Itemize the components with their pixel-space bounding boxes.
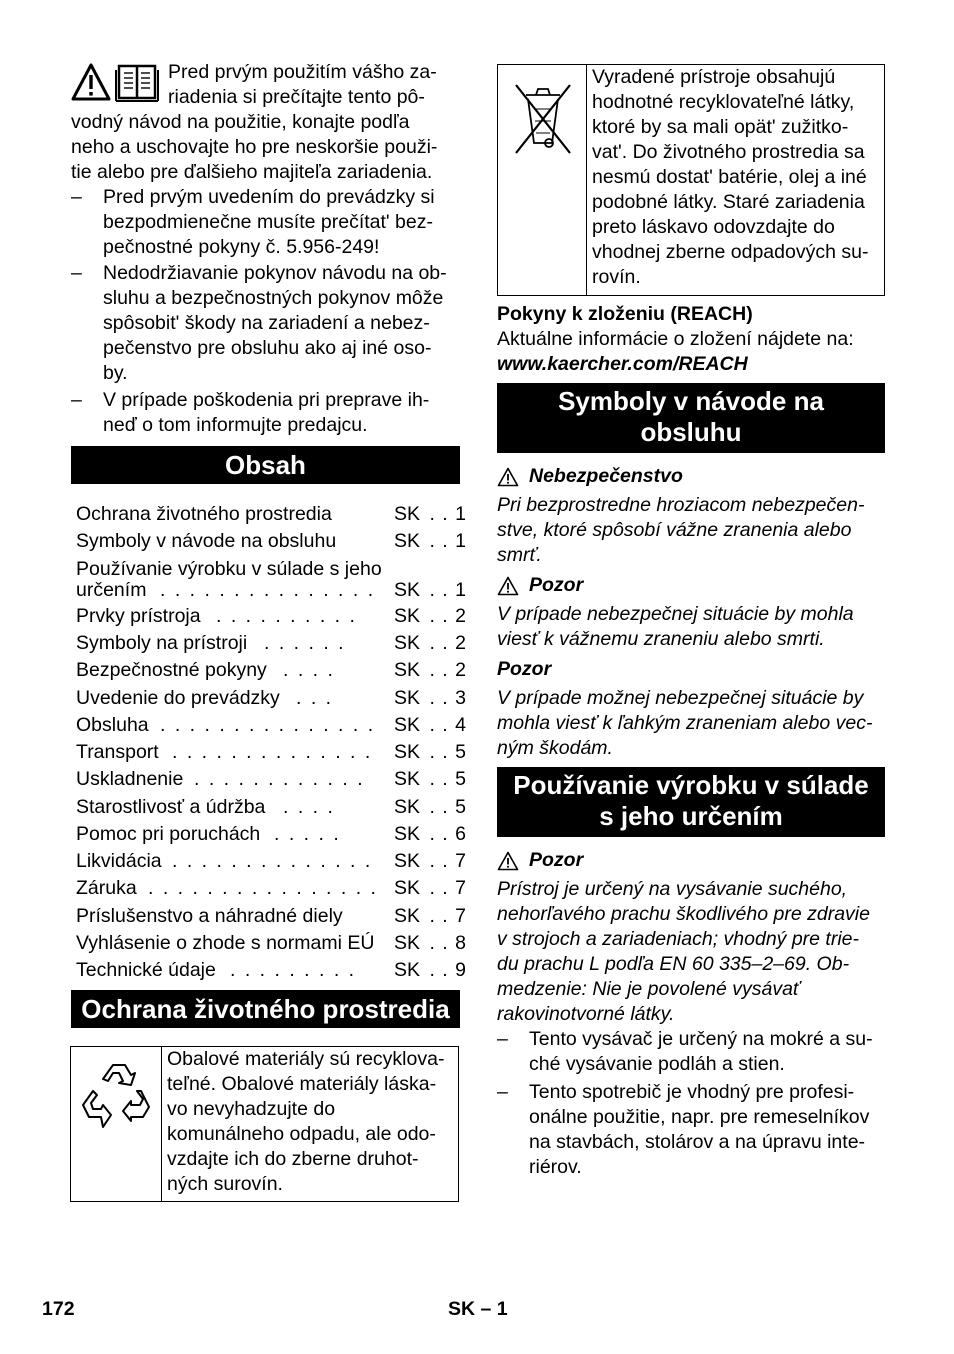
toc-entry-leader: . . . . . — [274, 823, 341, 845]
list-item-line: Nedodržiavanie pokynov návodu na ob- — [103, 262, 447, 284]
environment-text-line: teľné. Obalové materiály láska- — [167, 1073, 437, 1095]
environment-text-line: ných surovín. — [167, 1173, 283, 1195]
environment-text-line: vo nevyhadzujte do — [167, 1098, 336, 1120]
usage-heading — [497, 767, 885, 837]
caution-text-line: mohla viesť k ľahkým zraneniam alebo vec- — [497, 712, 873, 734]
toc-entry-page: . . 7 — [429, 877, 467, 899]
warning-triangle-icon — [497, 467, 519, 487]
usage-warning-label-text: Pozor — [529, 849, 584, 871]
toc-entry-title-continued: určením — [76, 579, 147, 601]
toc-entry-leader: . . . . . . . . . . . . — [194, 768, 365, 790]
list-item-line: sluhu a bezpečnostných pokynov môže — [103, 287, 444, 309]
intro-line: riadenia si prečítajte tento pô- — [168, 86, 425, 108]
toc-entry-leader: . . . . . . — [264, 632, 346, 654]
list-item-line: Pred prvým uvedením do prevádzky si — [103, 186, 435, 208]
toc-entry-title: Používanie výrobku v súlade s jeho — [76, 558, 382, 580]
toc-entry-lang: SK — [394, 659, 421, 681]
weee-text-line: hodnotné recyklovateľné látky, — [592, 91, 855, 113]
list-item-line: na stavbách, stolárov a na úpravu inte- — [529, 1131, 866, 1153]
weee-text-line: Vyradené prístroje obsahujú — [592, 66, 836, 88]
toc-entry-leader: . . . — [296, 687, 334, 709]
warning-label-text: Pozor — [529, 574, 584, 596]
warning-triangle-icon — [497, 851, 519, 871]
toc-entry-lang: SK — [394, 959, 421, 981]
toc-entry-lang: SK — [394, 632, 421, 654]
warning-text-line: viesť k vážnemu zraneniu alebo smrti. — [497, 628, 825, 650]
environment-text-line: Obalové materiály sú recyklova- — [167, 1048, 445, 1070]
weee-text-line: vat'. Do životného prostredia sa — [592, 141, 865, 163]
toc-entry-leader: . . . . . . . . . . — [216, 605, 357, 627]
toc-entry-title: Uskladnenie — [76, 768, 184, 790]
list-item-line: by. — [103, 362, 128, 384]
page-number: 172 — [42, 1298, 75, 1320]
toc-entry-leader: . . . . . . . . . . . . . . . . — [148, 877, 378, 899]
toc-entry-leader: . . . . — [283, 796, 335, 818]
toc-entry-lang: SK — [394, 714, 421, 736]
toc-entry[interactable] — [76, 631, 470, 657]
list-dash: – — [497, 1081, 508, 1103]
toc-entry-title: Likvidácia — [76, 850, 162, 872]
toc-entry-leader: . . . . . . . . . . . . . . . — [160, 714, 376, 736]
intro-line: neho a uschovajte ho pre neskoršie použi- — [71, 136, 438, 158]
toc-entry[interactable] — [76, 795, 470, 821]
toc-entry[interactable] — [76, 767, 470, 793]
toc-entry-lang: SK — [394, 503, 421, 525]
toc-entry-page: . . 7 — [429, 850, 467, 872]
section-page-label: SK – 1 — [448, 1298, 508, 1320]
toc-entry-leader: . . . . . . . . . . . . . . — [172, 850, 373, 872]
list-dash: – — [71, 186, 82, 208]
list-item-line: spôsobit' škody na zariadení a nebez- — [103, 312, 430, 334]
usage-heading-line: Používanie výrobku v súlade — [513, 770, 869, 800]
environment-text-line: vzdajte ich do zberne druhot- — [167, 1148, 419, 1170]
toc-entry-title: Ochrana životného prostredia — [76, 503, 332, 525]
toc-entry-lang: SK — [394, 768, 421, 790]
toc-entry-page: . . 4 — [429, 714, 467, 736]
toc-entry[interactable] — [76, 658, 470, 684]
toc-entry-page: . . 5 — [429, 768, 467, 790]
symbols-heading-line: Symboly v návode na — [558, 386, 824, 416]
environment-text-line: komunálneho odpadu, ale odo- — [167, 1123, 436, 1145]
toc-entry-page: . . 2 — [429, 605, 467, 627]
toc-entry[interactable] — [76, 931, 470, 957]
toc-entry-lang: SK — [394, 687, 421, 709]
toc-entry[interactable] — [76, 958, 470, 984]
caution-text-line: ným škodám. — [497, 737, 613, 759]
symbols-heading-line: obsluhu — [640, 417, 742, 447]
warning-triangle-icon — [497, 576, 519, 596]
list-item-line: onálne použitie, napr. pre remeselníkov — [529, 1106, 870, 1128]
toc-entry-title: Starostlivosť a údržba — [76, 796, 266, 818]
warning-triangle-icon — [71, 62, 111, 102]
toc-entry-title: Vyhlásenie o zhode s normami EÚ — [76, 932, 375, 954]
reach-heading: Pokyny k zloženiu (REACH) — [497, 303, 753, 325]
toc-entry-title: Symboly na prístroji — [76, 632, 248, 654]
toc-entry-title: Uvedenie do prevádzky — [76, 687, 280, 709]
crossed-bin-icon — [508, 77, 578, 161]
toc-entry-title: Technické údaje — [76, 959, 216, 981]
intro-icons — [71, 62, 159, 104]
toc-entry[interactable] — [76, 604, 470, 630]
toc-entry-lang: SK — [394, 605, 421, 627]
danger-text-line: smrť. — [497, 544, 542, 566]
weee-text-line: preto láskavo odovzdajte do — [592, 216, 835, 238]
caution-label: Pozor — [497, 658, 552, 680]
toc-entry-page: . . 5 — [429, 796, 467, 818]
weee-box — [497, 64, 885, 296]
toc-entry[interactable] — [76, 822, 470, 848]
toc-entry-page: . . 8 — [429, 932, 467, 954]
weee-text-line: nesmú dostat' batérie, olej a iné — [592, 166, 867, 188]
list-item-line: ché vysávanie podláh a stien. — [529, 1053, 785, 1075]
caution-text-line: V prípade možnej nebezpečnej situácie by — [497, 687, 864, 709]
toc-entry-page: . . 2 — [429, 659, 467, 681]
reach-text: Aktuálne informácie o zložení nájdete na: — [497, 328, 854, 350]
toc-entry-lang: SK — [394, 877, 421, 899]
toc-entry-title: Bezpečnostné pokyny — [76, 659, 267, 681]
toc-entry-lang: SK — [394, 932, 421, 954]
weee-text-line: ktoré by sa mali opät' zužitko- — [592, 116, 849, 138]
toc-entry-lang: SK — [394, 741, 421, 763]
list-item-line: Tento vysávač je určený na mokré a su- — [529, 1028, 873, 1050]
toc-entry-lang: SK — [394, 579, 421, 601]
toc-entry[interactable] — [76, 502, 470, 528]
toc-entry-page: . . 1 — [429, 579, 467, 601]
weee-text-line: rovín. — [592, 266, 641, 288]
toc-heading: Obsah — [71, 446, 460, 484]
toc-entry-page: . . 7 — [429, 905, 467, 927]
toc-entry-lang: SK — [394, 850, 421, 872]
toc-entry[interactable] — [76, 713, 470, 739]
toc-entry-page: . . 2 — [429, 632, 467, 654]
list-item-line: pečenstvo pre obsluhu ako aj iné oso- — [103, 337, 432, 359]
toc-entry-lang: SK — [394, 823, 421, 845]
toc-entry-page: . . 6 — [429, 823, 467, 845]
usage-text-line: rakovinotvorné látky. — [497, 1003, 675, 1025]
warning-text-line: V prípade nebezpečnej situácie by mohla — [497, 603, 854, 625]
symbols-heading — [497, 383, 885, 453]
reach-link[interactable]: www.kaercher.com/REACH — [497, 353, 748, 375]
toc-entry-title: Obsluha — [76, 714, 149, 736]
weee-text-line: podobné látky. Staré zariadenia — [592, 191, 865, 213]
list-item-line: riérov. — [529, 1156, 582, 1178]
usage-text-line: nehorľavého prachu škodlivého pre zdravie — [497, 903, 870, 925]
list-item-line: neď o tom informujte predajcu. — [103, 414, 368, 436]
list-dash: – — [497, 1028, 508, 1050]
toc-entry[interactable] — [76, 529, 470, 555]
manual-book-icon — [115, 62, 159, 102]
intro-line: Pred prvým použitím vášho za- — [168, 61, 437, 83]
toc-entry-title: Prvky prístroja — [76, 605, 201, 627]
toc-entry-leader: . . . . — [283, 659, 335, 681]
toc-entry-title: Transport — [76, 741, 159, 763]
toc-entry-title: Pomoc pri poruchách — [76, 823, 261, 845]
toc-entry-lang: SK — [394, 530, 421, 552]
toc-entry-title: Záruka — [76, 877, 137, 899]
danger-text-line: Pri bezprostredne hroziacom nebezpečen- — [497, 494, 865, 516]
intro-line: tie alebo pre ďalšieho majiteľa zariadenia. — [71, 161, 433, 183]
usage-text-line: du prachu L podľa EN 60 335–2–69. Ob- — [497, 953, 850, 975]
toc-entry-title: Príslušenstvo a náhradné diely — [76, 905, 343, 927]
toc-entry[interactable] — [76, 740, 470, 766]
danger-text-line: stve, ktoré spôsobí vážne zranenia alebo — [497, 519, 852, 541]
list-dash: – — [71, 262, 82, 284]
list-item-line: bezpodmienečne musíte prečítat' bez- — [103, 211, 433, 233]
list-item-line: Tento spotrebič je vhodný pre profesi- — [529, 1081, 855, 1103]
usage-text-line: medzenie: Nie je povolené vysávať — [497, 978, 800, 1000]
toc-entry-page: . . 1 — [429, 503, 467, 525]
toc-entry[interactable] — [76, 686, 470, 712]
usage-text-line: Prístroj je určený na vysávanie suchého, — [497, 878, 848, 900]
list-item-line: pečnostné pokyny č. 5.956-249! — [103, 236, 380, 258]
recycling-icon — [79, 1061, 155, 1137]
toc-entry[interactable] — [76, 904, 470, 930]
toc-entry[interactable] — [76, 876, 470, 902]
danger-label-text: Nebezpečenstvo — [529, 465, 683, 487]
toc-entry-page: . . 9 — [429, 959, 467, 981]
toc-entry[interactable] — [76, 849, 470, 875]
intro-line: vodný návod na použitie, konajte podľa — [71, 111, 410, 133]
toc-entry-leader: . . . . . . . . . . . . . . — [172, 741, 373, 763]
toc-entry-page: . . 3 — [429, 687, 467, 709]
toc-entry-leader: . . . . . . . . . . . . . . . — [160, 579, 376, 601]
toc-entry-lang: SK — [394, 905, 421, 927]
toc-entry-title: Symboly v návode na obsluhu — [76, 530, 337, 552]
toc-entry[interactable] — [76, 557, 470, 607]
toc-entry-page: . . 1 — [429, 530, 467, 552]
usage-text-line: v strojoch a zariadeniach; vhodný pre trie- — [497, 928, 860, 950]
toc-entry-lang: SK — [394, 796, 421, 818]
list-dash: – — [71, 389, 82, 411]
toc-entry-leader: . . . . . . . . . — [230, 959, 357, 981]
usage-heading-line: s jeho určením — [599, 801, 783, 831]
environment-heading: Ochrana životného prostredia — [71, 990, 460, 1028]
weee-text-line: vhodnej zberne odpadových su- — [592, 241, 869, 263]
toc-entry-page: . . 5 — [429, 741, 467, 763]
environment-box — [70, 1046, 459, 1202]
list-item-line: V prípade poškodenia pri preprave ih- — [103, 389, 430, 411]
